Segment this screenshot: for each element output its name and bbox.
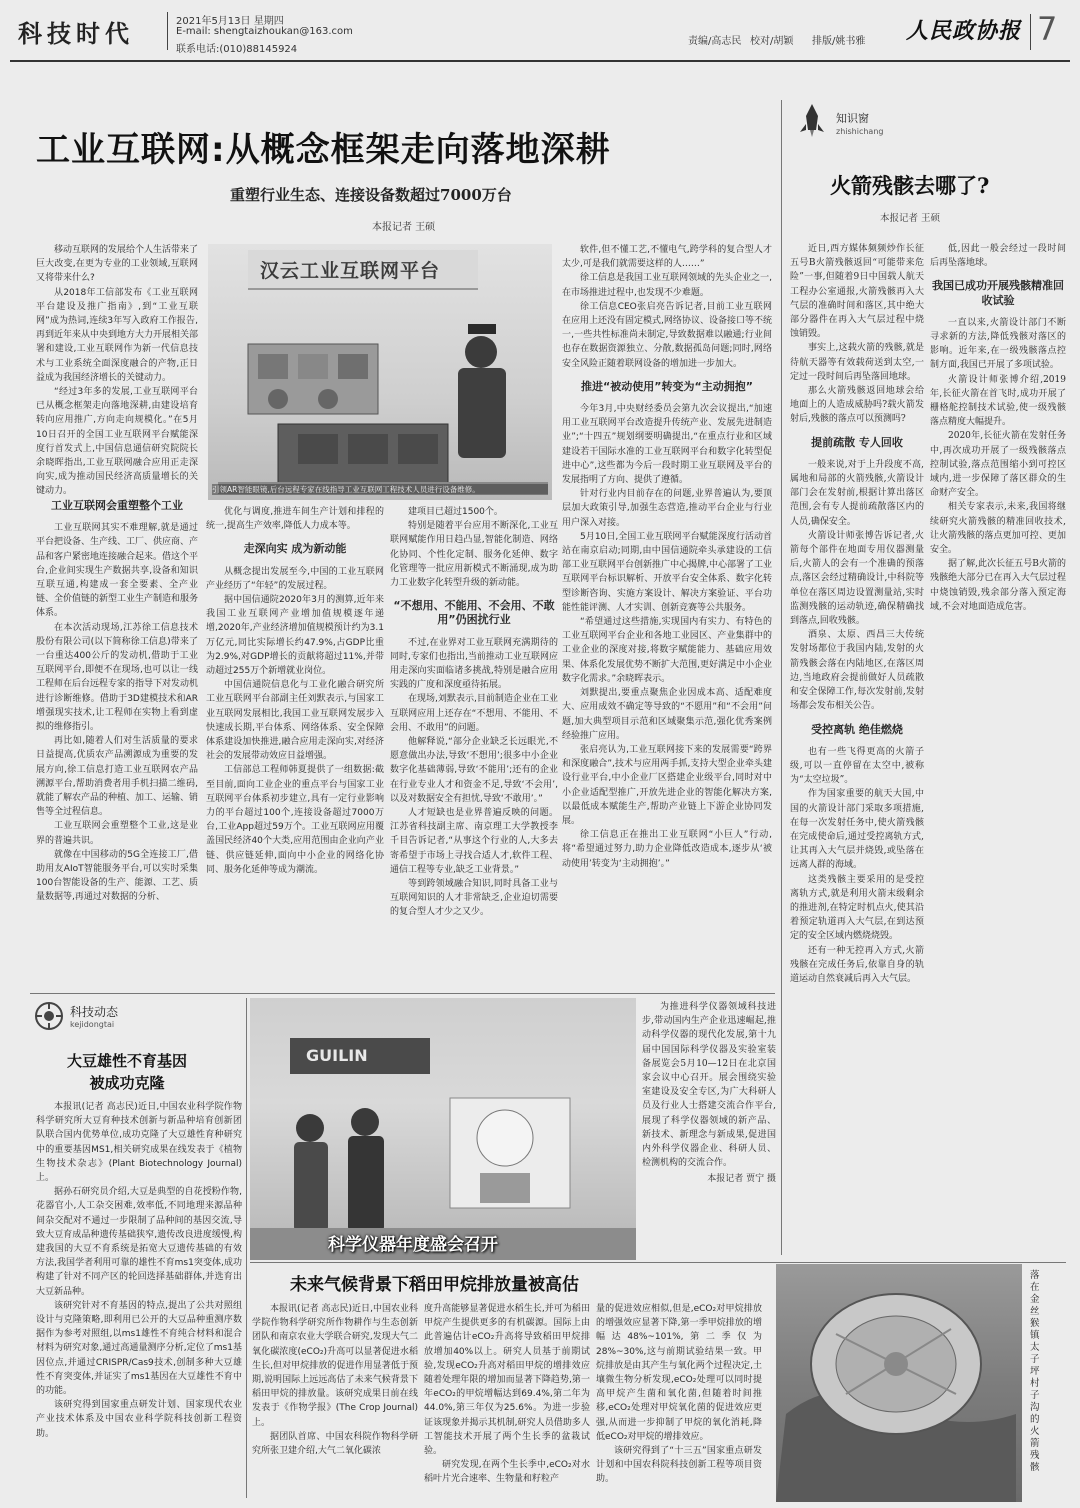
tech-news-pinyin: kejidongtai <box>70 1020 115 1029</box>
expo-photo-caption <box>642 1000 776 1258</box>
methane-headline: 未来气候背景下稻田甲烷排放量被高估 <box>290 1275 579 1295</box>
expo-photo-overlay-title: 科学仪器年度盛会召开 <box>328 1235 498 1255</box>
methane-col3 <box>596 1302 762 1502</box>
paragraph: 在本次活动现场,江苏徐工信息技术股份有限公司(以下简称徐工信息)带来了一台重达400公斤的发动机,借助于工业互联网平台,即便不在现场,也可以让一线工程师在后台远程专家的指导下对发动机进行诊断维修。借助于3D建模技术和AR增强现实技术,让工程师在实物上看到虚拟的维修指引。 <box>36 622 198 733</box>
section-subheading: 推进“被动使用”转变为“主动拥抱” <box>581 379 753 393</box>
paragraph: 等到跨领域融合知识,同时具备工业与互联网知识的人才非常缺乏,企业迫切需要的复合型人才少之又少。 <box>390 879 558 918</box>
paragraph: 据中国信通院2020年3月的测算,近年来我国工业互联网产业增加值规模逐年递增,2020年,产业经济增加值规模预计约为3.1万亿元,同比实际增长约47.9%,占GDP比重为2.9%,对GDP增长的贡献将超过11%,并带动超过255万个新增就业岗位。 <box>206 595 384 677</box>
paragraph: 从2018年工信部发布《工业互联网平台建设及推广指南》,到“工业互联网”成为热词,连续3年写入政府工作报告,再到近年来从中央到地方大力开展相关部署和建设,工业互联网作为新一代信息技术与工业系统全面深度融合的产物,正日益成为我国经济增长的关键动力。 <box>36 287 198 383</box>
paragraph: 在现场,刘默表示,目前制造企业在工业互联网应用上还存在“不想用、不能用、不会用、不敢用”的问题。 <box>390 694 558 733</box>
paragraph: 工业互联网会重塑整个工业,这是业界的普遍共识。 <box>36 821 198 846</box>
paragraph: 特别是随着平台应用不断深化,工业互联网赋能作用日趋凸显,智能化制造、网络化协同、个性化定制、服务化延伸、数字化管理等一批应用新模式不断涌现,成为助力工业数字化转型升级的新动能。 <box>390 521 558 589</box>
main-headline: 工业互联网:从概念框架走向落地深耕 <box>36 130 611 170</box>
page-number: 7 <box>1037 10 1058 48</box>
paragraph: 5月10日,全国工业互联网平台赋能深度行活动首站在南京启动;同期,由中国信通院牵头承建设的工信部工业互联网平台创新推广中心揭牌,中心部署了工业互联网平台标识解析、开放平台安全体系、数字化转型诊断咨询、实施方案设计、解决方案验证、平台功能性能评测、人才实训、创新竞赛等公共服务。 <box>562 531 772 613</box>
issue-email: E-mail: shengtaizhoukan@163.com <box>176 26 353 37</box>
paragraph: 该研究得到国家重点研发计划、国家现代农业产业技术体系及中国农业科学院科技创新工程资助。 <box>36 1400 242 1439</box>
paragraph: 事实上,这载火箭的残骸,就是待航天器等有效载荷送到太空,一定过一段时间后再坠落回地球。 <box>790 343 924 382</box>
photo-credit: 本报记者 贾宁 摄 <box>707 1174 776 1185</box>
paragraph: 本报讯(记者 高志民)近日,中国农业科学院作物科学研究所大豆育种技术创新与新品种培育创新团队联合国内优势单位,成功克隆了大豆雄性育种研究中的重要基因MS1,相关研究成果在线发表于《植物生物技术杂志》(Plant Biotechnology Journal)上。 <box>36 1102 242 1184</box>
knowledge-window-pinyin: zhishichang <box>836 127 884 136</box>
paragraph: 为推进科学仪器领域科技进步,带动国内生产企业迅速崛起,推动科学仪器的现代化发展,第十九届中国国际科学仪器及实验室装备展览会5月10—12日在北京国家会议中心召开。展会围绕实验室建设及安全专区,为广大科研人员及行业人士搭建交流合作平台,展现了科学仪器领域的新产品、新技术、新理念与新成果,促进国内外科学仪器企业、科研人员、检测机构的交流合作。 <box>642 1002 776 1169</box>
issue-date: 2021年5月13日 星期四 <box>176 16 284 27</box>
main-subheadline: 重塑行业生态、连接设备数超过7000万台 <box>230 186 512 204</box>
editor-credit: 责编/高志民 <box>688 36 742 47</box>
paragraph: “希望通过这些措施,实现国内有实力、有特色的工业互联网平台企业和各地工业园区、产业集群中的工业企业的深度对接,将数字赋能能力、基础应用效果、体系化发展优势不断扩大范围,更好满足中小企业数字化需求。”余晓晖表示。 <box>562 617 772 684</box>
sidebar-byline: 本报记者 王硕 <box>880 213 941 224</box>
paragraph: 从概念提出发展至今,中国的工业互联网产业经历了“年轻”的发展过程。 <box>206 566 384 591</box>
proofreader-credit: 校对/胡颖 <box>750 36 794 47</box>
paragraph: 也有一些飞得更高的火箭子级,可以一直停留在太空中,被称为“太空垃圾”。 <box>790 746 924 786</box>
paragraph: 作为国家重要的航天大国,中国的火箭设计部门采取多项措施,在每一次发射任务中,使火箭残骸在完成使命后,通过受控离轨方式,让其再入大气层并烧毁,或坠落在远离人群的海域。 <box>790 789 924 871</box>
paragraph: 本报讯(记者 高志民)近日,中国农业科学院作物科学研究所作物耕作与生态创新团队和南京农业大学联合研究,发现大气二氧化碳浓度(eCO₂)升高可以显著促进水稻生长,但对甲烷排放的促进作用显著低于预期,说明国际上远远高估了未来气候背景下稻田甲烷的排放量。该研究成果日前在线发表于《作物学报》(The Crop Journal)上。 <box>252 1304 418 1428</box>
paragraph: 相关专家表示,未来,我国将继续研究火箭残骸的精准回收技术,让火箭残骸的落点更加可控、更加安全。 <box>930 502 1066 556</box>
paragraph: 张启亮认为,工业互联网接下来的发展需要“跨界和深度融合”,技术与应用两手抓,支持大型企业牵头建设行业平台,中小企业厂区搭建企业级平台,同时对中小企业适配型推广,开放先进企业的智能化解决方案,以最低成本赋能生产,帮助产业链上下游企业协同发展。 <box>562 744 772 826</box>
photo-sign-text: 汉云工业互联网平台 <box>260 260 441 282</box>
paragraph: 据团队首席、中国农科院作物科学研究所张卫建介绍,大气二氧化碳浓 <box>252 1431 418 1457</box>
rocket-icon <box>792 102 832 138</box>
booth-name: GUILIN <box>306 1046 368 1065</box>
main-article-col1 <box>36 243 198 506</box>
header-divider <box>167 12 168 50</box>
sidebar-divider <box>781 100 782 1255</box>
tech-news-label: 科技动态 <box>70 1005 119 1019</box>
sidebar-col1 <box>790 242 924 1245</box>
section-subheading: 工业互联网会重塑整个工业 <box>51 499 183 512</box>
rocket-debris-caption: 落在金丝猴镇太子坪村子沟的火箭残骸 <box>1030 1270 1040 1473</box>
paragraph: 人才短缺也是业界普遍反映的问题。江苏省科技副主席、南京理工大学教授李千目告诉记者,“从事这个行业的人,大多去寄希望于市场上寻找合适人才,软件工程、通信工程等专业,缺乏工业背景。” <box>390 808 558 875</box>
soybean-headline-line1: 大豆雄性不育基因 <box>66 1052 187 1070</box>
paragraph: 移动互联网的发展给个人生活带来了巨大改变,在更为专业的工业领域,互联网又将带来什么? <box>36 245 198 284</box>
debris-illustration <box>776 1264 1022 1502</box>
main-article-rule <box>30 993 775 994</box>
knowledge-window-label: 知识窗 <box>836 112 869 125</box>
paragraph: 该研究得到了“十三五”国家重点研发计划和中国农科院科技创新工程等项目资助。 <box>596 1446 762 1485</box>
section-title: 科技时代 <box>18 20 134 48</box>
header-rule <box>10 60 1070 62</box>
layout-credit: 排版/姚书雅 <box>812 36 866 47</box>
paragraph: 这类残骸主要采用的是受控离轨方式,就是利用火箭末级剩余的推进剂,在特定时机点火,使其沿着预定轨道再入大气层,在到达预定的安全区域内燃烧烧毁。 <box>790 874 924 942</box>
paragraph: 那么火箭残骸返回地球会给地面上的人造成威胁吗?载火箭发射后,残骸的落点可以预测吗? <box>790 386 924 425</box>
paragraph: 就像在中国移动的5G全连接工厂,借助用友AIoT智能服务平台,可以实时采集100台智能设备的生产、能源、工艺、质量数据等,再通过对数据的分析、 <box>36 849 198 903</box>
main-article-col4 <box>562 243 772 990</box>
soybean-headline-line2: 被成功克隆 <box>89 1074 165 1092</box>
page-number-divider <box>1030 14 1031 50</box>
sidebar-headline: 火箭残骸去哪了? <box>830 173 990 198</box>
methane-col1 <box>252 1302 418 1502</box>
paragraph: 工业互联网其实不难理解,就是通过平台把设备、生产线、工厂、供应商、产品和客户紧密地连接融合起来。借这个平台,企业间实现生产数据共享,设备和知识互联互通,构建成一套全要素、全产业链、全价值链的新型工业生产制造和服务体系。 <box>36 523 198 619</box>
paragraph: 量的促进效应相似,但是,eCO₂对甲烷排放的增强效应显著下降,第一季甲烷排放的增幅达48%~101%,第二季仅为28%~30%,这与前期试验结果一致。甲烷排放是由其产生与氧化两个过程决定,土壤微生物分析发现,eCO₂处理可以同时提高甲烷产生菌和氧化菌,但随着时间推移,eCO₂处理对甲烷氧化菌的促进效应更强,从而进一步抑制了甲烷的氧化消耗,降低eCO₂对甲烷的增排效应。 <box>596 1304 762 1442</box>
rocket-debris-photo <box>776 1264 1022 1502</box>
tech-news-icon <box>34 1001 64 1031</box>
soybean-article <box>36 1100 242 1500</box>
paragraph: 徐工信息是我国工业互联网领域的先头企业之一,在市场推进过程中,也发现不少难题。 <box>562 273 772 298</box>
paragraph: 今年3月,中央财经委员会第九次会议提出,“加速用工业互联网平台改造提升传统产业、发展先进制造业”;“十四五”规划纲要明确提出,“在重点行业和区域建设若干国际水准的工业互联网平台和数字化转型促进中心”,这些都为今后一段时期工业互联网及平台的发展指明了方向、提供了遵循。 <box>562 404 772 486</box>
sidebar-col2 <box>930 242 1066 1245</box>
paragraph: 他解释说,“部分企业缺乏长远眼光,不愿意做出办法,导致‘不想用’;很多中小企业数字化基础薄弱,导致‘不能用’;还有的企业在行业专业人才和资金不足,导致‘不会用’,以及对数据安全有担忧,导致‘不敢用’。” <box>390 737 558 804</box>
main-article-col1b <box>36 490 198 990</box>
newspaper-logo: 人民政协报 <box>906 18 1022 44</box>
main-photo-caption: 引领AR智能眼镜,后台远程专家在线指导工业互联网工程技术人员进行设备维修。 <box>212 484 548 495</box>
paragraph: 据孙石研究员介绍,大豆是典型的自花授粉作物,花器官小,人工杂交困难,效率低,不同地理来源品种间杂交配对不通过一步限制了品种间的基因交流,导致大豆育成品种遗传基础狭窄,遗传改良进度缓慢,构建我国的大豆不育系统是拓宽大豆遗传基础的有效方法,我国学者利用可靠的雄性不育ms1突变体,成功构建了针对不同产区的轮回选择基础群体,并选育出大豆新品种。 <box>36 1187 242 1297</box>
paragraph: 度升高能够显著促进水稻生长,并可为稻田甲烷产生提供更多的有机碳源。国际上由此普遍估计eCO₂升高将导致稻田甲烷排放增加40%以上。研究人员基于前期试验,发现eCO₂升高对稻田甲烷的增排效应随着处理年限的增加而显著下降趋势,第一年eCO₂的甲烷增幅达到69.4%,第二年为44.0%,第三年仅为25.6%。为进一步验证该现象并揭示其机制,研究人员借助多人工智能技术开展了两个生长季的盆栽试验。 <box>424 1304 590 1457</box>
paragraph: 徐工信息正在推出工业互联网“小巨人”行动,将“希望通过努力,助力企业降低改造成本,逐步从‘被动使用’转变为‘主动拥抱’。” <box>562 830 772 869</box>
paragraph: 还有一种无控再入方式,火箭残骸在完成任务后,依靠自身的轨道运动自然衰减后再入大气层。 <box>790 945 924 984</box>
paragraph: 中国信通院信息化与工业化融合研究所工业互联网平台部副主任刘默表示,与国家工业互联网发展相比,我国工业互联网发展步入快速成长期,平台体系、网络体系、安全保障体系建设加快推进,融合应用走深向实,对经济社会的发展带动效应日益增强。 <box>206 680 384 762</box>
paragraph: 不过,在业界对工业互联网充满期待的同时,专家们也指出,当前推动工业互联网应用走深向实面临诸多挑战,特别是融合应用实践的广度和深度亟待拓展。 <box>390 637 558 691</box>
paragraph: 建项目已超过1500个。 <box>408 507 503 517</box>
paragraph: 一般来说,对于上升段度不高,属地和局部的火箭残骸,火箭设计部门会在发射前,根据计算出落区范围,会有专人提前疏散落区内的人员,确保安全。 <box>790 459 924 527</box>
main-byline: 本报记者 王硕 <box>372 222 436 233</box>
main-photo <box>208 244 552 500</box>
section-subheading: 我国已成功开展残骸精准回收试验 <box>932 279 1064 307</box>
paragraph: 优化与调度,推进车间生产计划和排程的统一,提高生产效率,降低人力成本等。 <box>206 507 384 532</box>
issue-phone: 联系电话:(010)88145924 <box>176 44 298 55</box>
paragraph: 针对行业内目前存在的问题,业界普遍认为,要顶层加大政策引导,加强生态营造,推动平台企业与行业用户深入对接。 <box>562 489 772 528</box>
paragraph: 火箭设计师张博告诉记者,火箭每个部件在地面专用仪器测量后,火箭人的会有一个准确的预落点,落区会经过精确设计,中科院等单位在落区周边设置测量站,实时监测残骸的运动轨迹,确保精确找到落点,回收残骸。 <box>790 530 924 627</box>
methane-col2 <box>424 1302 590 1502</box>
paragraph: 低,因此一般会经过一段时间后再坠落地球。 <box>930 244 1066 269</box>
main-article-col2 <box>206 505 384 990</box>
paragraph: 软件,但不懂工艺,不懂电气,跨学科的复合型人才太少,可是我们就需要这样的人……” <box>562 245 772 270</box>
paragraph: 2020年,长征火箭在发射任务中,再次成功开展了一级残骸落点控制试验,落点范围缩小到可控区域内,进一步保障了落区群众的生命财产安全。 <box>930 431 1066 499</box>
paragraph: 徐工信息CEO张启亮告诉记者,目前工业互联网在应用上还没有固定模式,网络协议、设备接口等不统一,一些共性标准尚未制定,导致数据难以融通;行业间也存在数据资源独立、分散,数据孤岛问题;同时,网络安全风险正随着联网设备的增加进一步加大。 <box>562 301 772 369</box>
paragraph: 该研究针对不育基因的特点,提出了公共对照组设计与克隆策略,即利用已公开的大豆品种重测序数据作为参考对照组,以ms1雄性不育纯合材料和混合材料为研究对象,通过高通量测序分析,定位了ms1基因位点,并通过CRISPR/Cas9技术,创制多种大豆雄性不育突变体,并证实了ms1基因在大豆雄性不育中的功能。 <box>36 1300 242 1397</box>
section-subheading: “不想用、不能用、不会用、不敢用”仍困扰行业 <box>393 599 555 627</box>
paragraph: 工信部总工程师韩夏提供了一组数据:截至目前,面向工业企业的重点平台与国家工业互联网平台体系初步建立,具有一定行业影响力的平台超过100个,连接设备超过7000万台,工业App超过59万个。工业互联网应用覆盖国民经济40个大类,应用范围由企业向产业链、供应链延伸,面向中小企业的网络化协同、服务化延伸等成为潮流。 <box>206 765 384 875</box>
paragraph: 研究发现,在两个生长季中,eCO₂对水稻叶片光合速率、生物量和籽粒产 <box>424 1460 590 1485</box>
main-article-col3 <box>390 505 558 990</box>
paragraph: 据了解,此次长征五号B火箭的残骸绝大部分已在再入大气层过程中烧蚀销毁,残余部分落入预定海域,不会对地面造成危害。 <box>930 559 1066 612</box>
paragraph: 再比如,随着人们对生活质量的要求日益提高,优质农产品溯源成为重要的发展方向,徐工信息打造工业互联网农产品溯源平台,帮助消费者用手机扫描二维码,就能了解农产品的种植、加工、运输、销售等全过程信息。 <box>36 736 198 818</box>
section-subheading: 提前疏散 专人回收 <box>811 435 903 449</box>
paragraph: 刘默提出,要重点聚焦企业因成本高、适配难度大、应用成效不确定等导致的“不愿用”和“不会用”问题,加大典型项目示范和区域聚集示范,强化优秀案例经验推广应用。 <box>562 688 772 741</box>
paragraph: 酒泉、太原、西昌三大传统发射场都位于我国内陆,发射的火箭残骸会落在内陆地区,在落区周边,当地政府会提前做好人员疏散和安全保障工作,每次发射前,发射场都会发布相关公告。 <box>790 630 924 712</box>
paragraph: 火箭设计师张博介绍,2019年,长征火箭在首飞时,成功开展了栅格舵控制技术试验,使一级残骸落点精度大幅提升。 <box>930 374 1066 428</box>
engine-illustration <box>218 314 548 494</box>
paragraph: 近日,西方媒体频频炒作长征五号B火箭残骸返回“可能带来危险”一事,但随着9日中国载人航天工程办公室通报,火箭残骸再入大气层的准确时间和落区,其中绝大部分器件在再入大气层过程中烧蚀销毁。 <box>790 244 924 340</box>
section-subheading: 走深向实 成为新动能 <box>243 542 347 556</box>
section-subheading: 受控离轨 绝佳燃烧 <box>811 722 903 736</box>
instrument-expo-photo <box>250 998 636 1260</box>
soybean-divider <box>246 998 247 1498</box>
methane-top-rule <box>250 1262 1066 1263</box>
paragraph: 一直以来,火箭设计部门不断寻求新的方法,降低残骸对落区的影响。近年来,在一级残骸落点控制方面,我国已开展了多项试验。 <box>930 317 1066 371</box>
paragraph: “经过3年多的发展,工业互联网平台已从概念框架走向落地深耕,由建设培育转向应用推广,方向走向规模化。”在5月10日召开的全国工业互联网平台赋能深度行首发式上,中国信息通信研究院院长余晓晖指出,工业互联网融合应用正走深向实,成为推动国民经济高质量增长的关键动力。 <box>36 387 198 497</box>
